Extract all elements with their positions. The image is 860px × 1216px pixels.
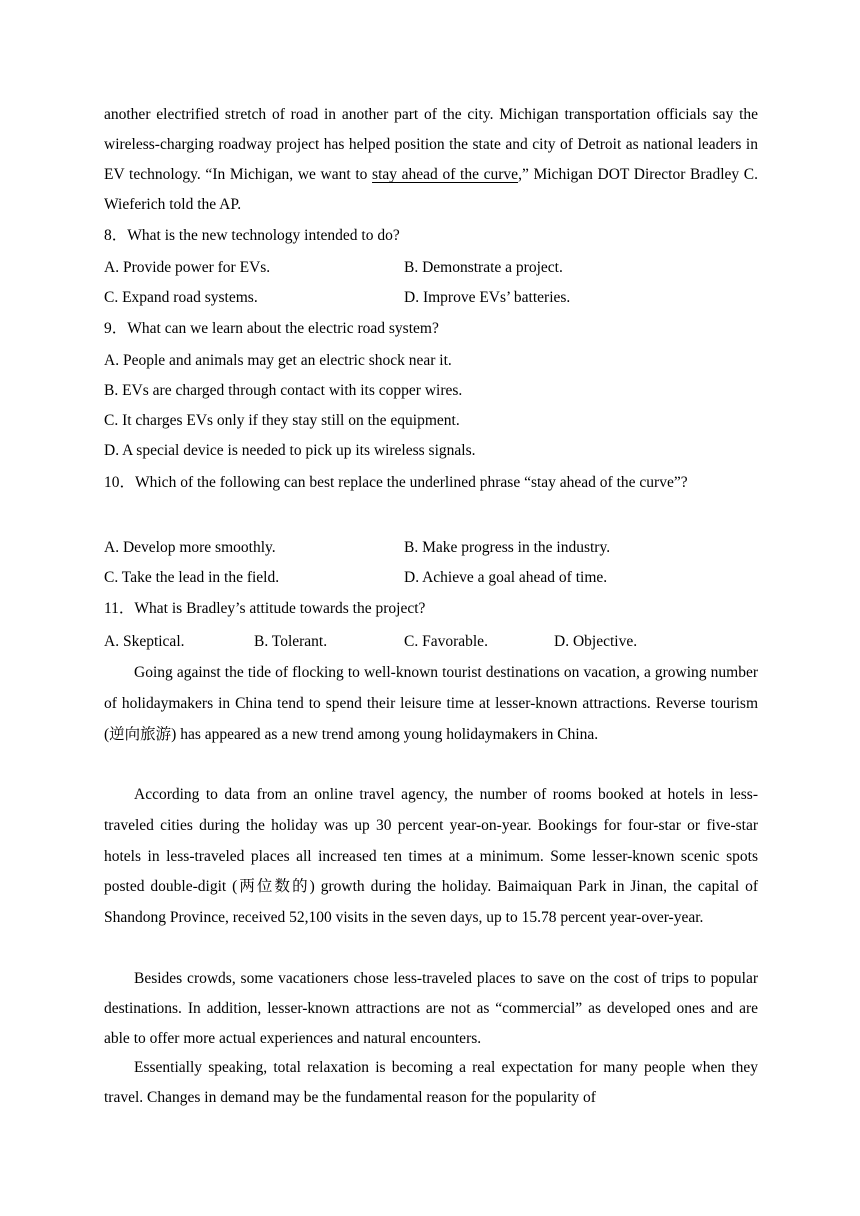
option-d[interactable]: D. A special device is needed to pick up its wireless signals. — [104, 442, 476, 459]
option-d[interactable]: D. Objective. — [554, 633, 638, 650]
passage-paragraph: According to data from an online travel agency, the number of rooms booked at hotels in less-traveled cities during the holiday was up 30 percent year-on-year. Bookings for four-star or five-star hotels in less-traveled places all increased ten times at a minimum. Some lesser-known scenic spots posted double-digit (两位数的) growth during the holiday. Baimaiquan Park in Jinan, the capital of Shandong Province, received 52,100 visits in the seven days, up to 15.78 percent year-over-year. — [104, 786, 758, 927]
option-c[interactable]: C. Expand road systems. — [104, 289, 258, 306]
option-a[interactable]: A. Develop more smoothly. — [104, 539, 276, 556]
option-b[interactable]: B. Tolerant. — [254, 633, 328, 650]
option-c[interactable]: C. It charges EVs only if they stay still on the equipment. — [104, 412, 460, 429]
passage-text: ,” Michigan DOT Director Bradley C. Wieferich told the AP. — [104, 166, 758, 213]
option-c[interactable]: C. Take the lead in the field. — [104, 569, 280, 586]
option-a[interactable]: A. People and animals may get an electric shock near it. — [104, 352, 452, 369]
underlined-phrase: stay ahead of the curve — [372, 166, 519, 183]
question-10-stem: 10．Which of the following can best replace the underlined phrase “stay ahead of the curve”? — [104, 474, 688, 491]
passage-paragraph — [104, 100, 758, 220]
passage-paragraph: Besides crowds, some vacationers chose less-traveled places to save on the cost of trips to popular destinations. In addition, lesser-known attractions are not as “commercial” as developed ones and are able to offer more actual experiences and natural encounters. — [104, 970, 758, 1047]
passage-text: another electrified stretch of road in another part of the city. Michigan transportation officials say the wireless-charging roadway project has helped position the state and city of Detroit as national leaders in EV technology. “In Michigan, we want to — [104, 106, 758, 183]
option-b[interactable]: B. EVs are charged through contact with its copper wires. — [104, 382, 463, 399]
passage-paragraph: Going against the tide of flocking to well-known tourist destinations on vacation, a growing number of holidaymakers in China tend to spend their leisure time at lesser-known attractions. Reverse tourism (逆向旅游) has appeared as a new trend among young holidaymakers in China. — [104, 664, 758, 743]
question-9-stem: 9．What can we learn about the electric road system? — [104, 320, 439, 337]
option-a[interactable]: A. Provide power for EVs. — [104, 259, 271, 276]
question-8-stem: 8．What is the new technology intended to do? — [104, 227, 400, 244]
option-b[interactable]: B. Make progress in the industry. — [404, 539, 611, 556]
option-a[interactable]: A. Skeptical. — [104, 633, 185, 650]
option-b[interactable]: B. Demonstrate a project. — [404, 259, 563, 276]
passage-paragraph: Essentially speaking, total relaxation is becoming a real expectation for many people when they travel. Changes in demand may be the fundamental reason for the popularity of — [104, 1059, 758, 1106]
option-d[interactable]: D. Improve EVs’ batteries. — [404, 289, 571, 306]
question-11-stem: 11．What is Bradley’s attitude towards the project? — [104, 600, 426, 617]
option-d[interactable]: D. Achieve a goal ahead of time. — [404, 569, 608, 586]
option-c[interactable]: C. Favorable. — [404, 633, 488, 650]
